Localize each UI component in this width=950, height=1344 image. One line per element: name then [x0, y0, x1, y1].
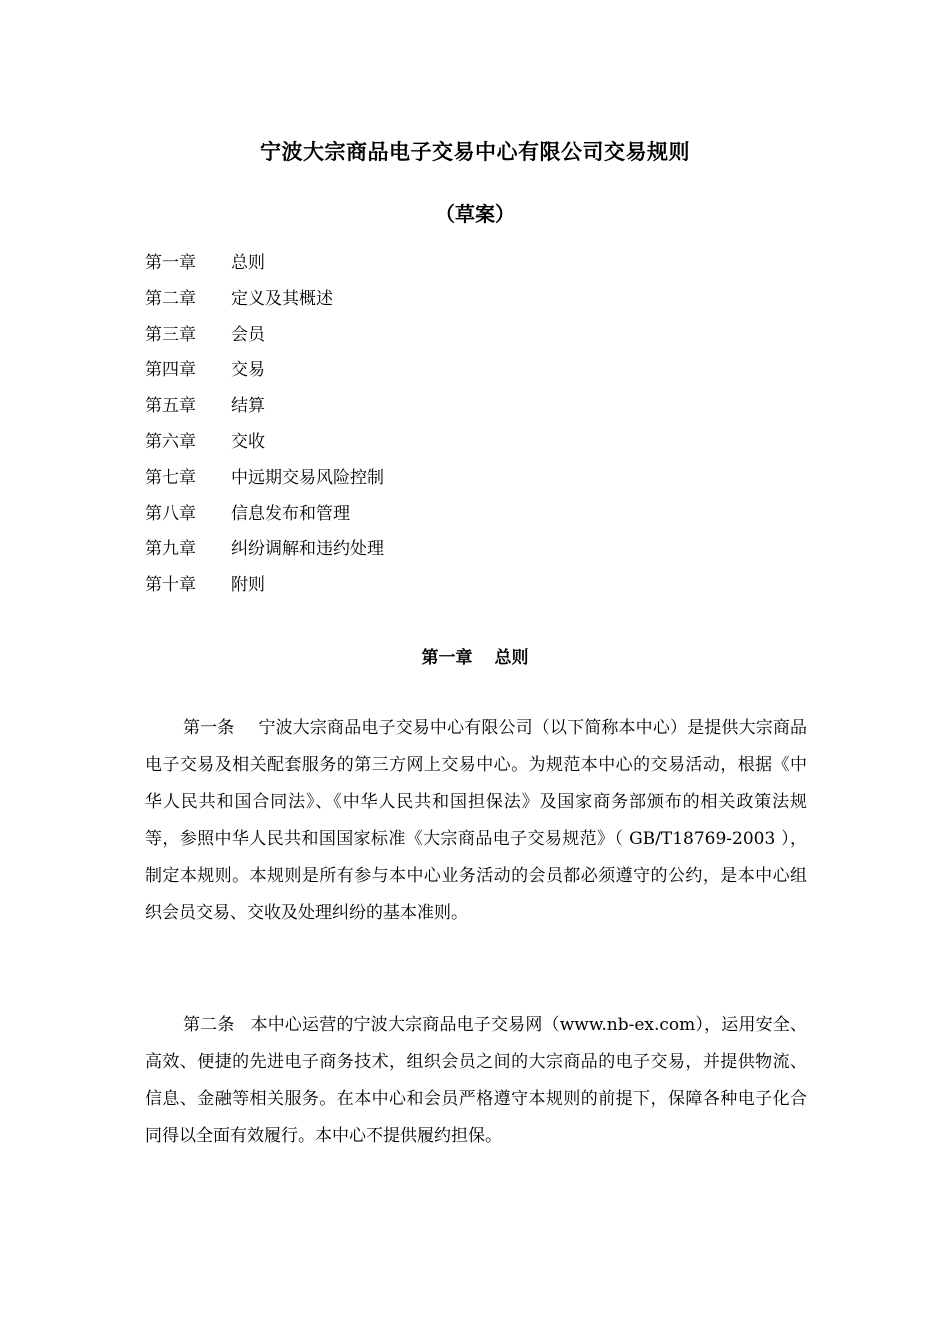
toc-item: [145, 536, 384, 572]
document-title: 宁波大宗商品电子交易中心有限公司交易规则: [260, 139, 690, 164]
toc-chapter-name: 纠纷调解和违约处理: [231, 539, 384, 560]
toc-item: [145, 286, 384, 322]
toc-item: [145, 322, 384, 358]
toc-chapter-number: 第四章: [145, 360, 196, 381]
toc-item: [145, 465, 384, 501]
toc-chapter-number: 第六章: [145, 431, 196, 452]
toc-chapter-number: 第三章: [145, 324, 196, 345]
article-paragraph: [145, 710, 807, 932]
toc-chapter-number: 第一章: [145, 253, 196, 273]
toc-chapter-name: 中远期交易风险控制: [231, 467, 384, 488]
chapter-number: 第一章: [421, 648, 473, 668]
chapter-heading: [0, 645, 950, 671]
toc-chapter-number: 第二章: [145, 288, 196, 309]
toc-chapter-name: 结算: [231, 396, 265, 417]
article-text: 宁波大宗商品电子交易中心有限公司（以下简称本中心）是提供大宗商品电子交易及相关配套服务的第三方网上交易中心。为规范本中心的交易活动，根据《中华人民共和国合同法》、《中华人民共和国担保法》及国家商务部颁布的相关政策法规等，参照中华人民共和国国家标准《大宗商品电子交易规范》（ GB/T18769-2003 ），制定本规则。本规则是所有参与本中心业务活动的会员都必须遵守的公约，是本中心组织会员交易、交收及处理纠纷的基本准则。: [145, 718, 808, 923]
toc-item: [145, 501, 384, 537]
toc-chapter-name: 交收: [231, 431, 265, 452]
table-of-contents: [145, 250, 384, 608]
toc-item: [145, 357, 384, 393]
toc-chapter-name: 会员: [231, 324, 265, 345]
toc-item: [145, 429, 384, 465]
toc-chapter-name: 信息发布和管理: [231, 503, 350, 524]
toc-chapter-name: 总则: [231, 253, 265, 273]
document-subtitle: （草案）: [435, 202, 515, 226]
chapter-name: 总则: [494, 648, 529, 668]
toc-chapter-number: 第八章: [145, 503, 196, 524]
article-label: 第二条: [183, 1015, 235, 1035]
toc-chapter-name: 交易: [231, 360, 265, 381]
toc-chapter-number: 第十章: [145, 575, 196, 596]
article-label: 第一条: [183, 718, 235, 738]
article-text: 本中心运营的宁波大宗商品电子交易网（www.nb-ex.com），运用安全、高效、便捷的先进电子商务技术，组织会员之间的大宗商品的电子交易，并提供物流、信息、金融等相关服务。在本中心和会员严格遵守本规则的前提下，保障各种电子化合同得以全面有效履行。本中心不提供履约担保。: [145, 1015, 807, 1146]
toc-chapter-name: 附则: [231, 575, 265, 596]
toc-item: [145, 393, 384, 429]
toc-item: [145, 572, 384, 608]
article-paragraph: [145, 1007, 807, 1155]
toc-chapter-name: 定义及其概述: [231, 288, 333, 309]
toc-chapter-number: 第七章: [145, 467, 196, 488]
toc-item: [145, 250, 384, 286]
toc-chapter-number: 第九章: [145, 539, 196, 560]
toc-chapter-number: 第五章: [145, 396, 196, 417]
